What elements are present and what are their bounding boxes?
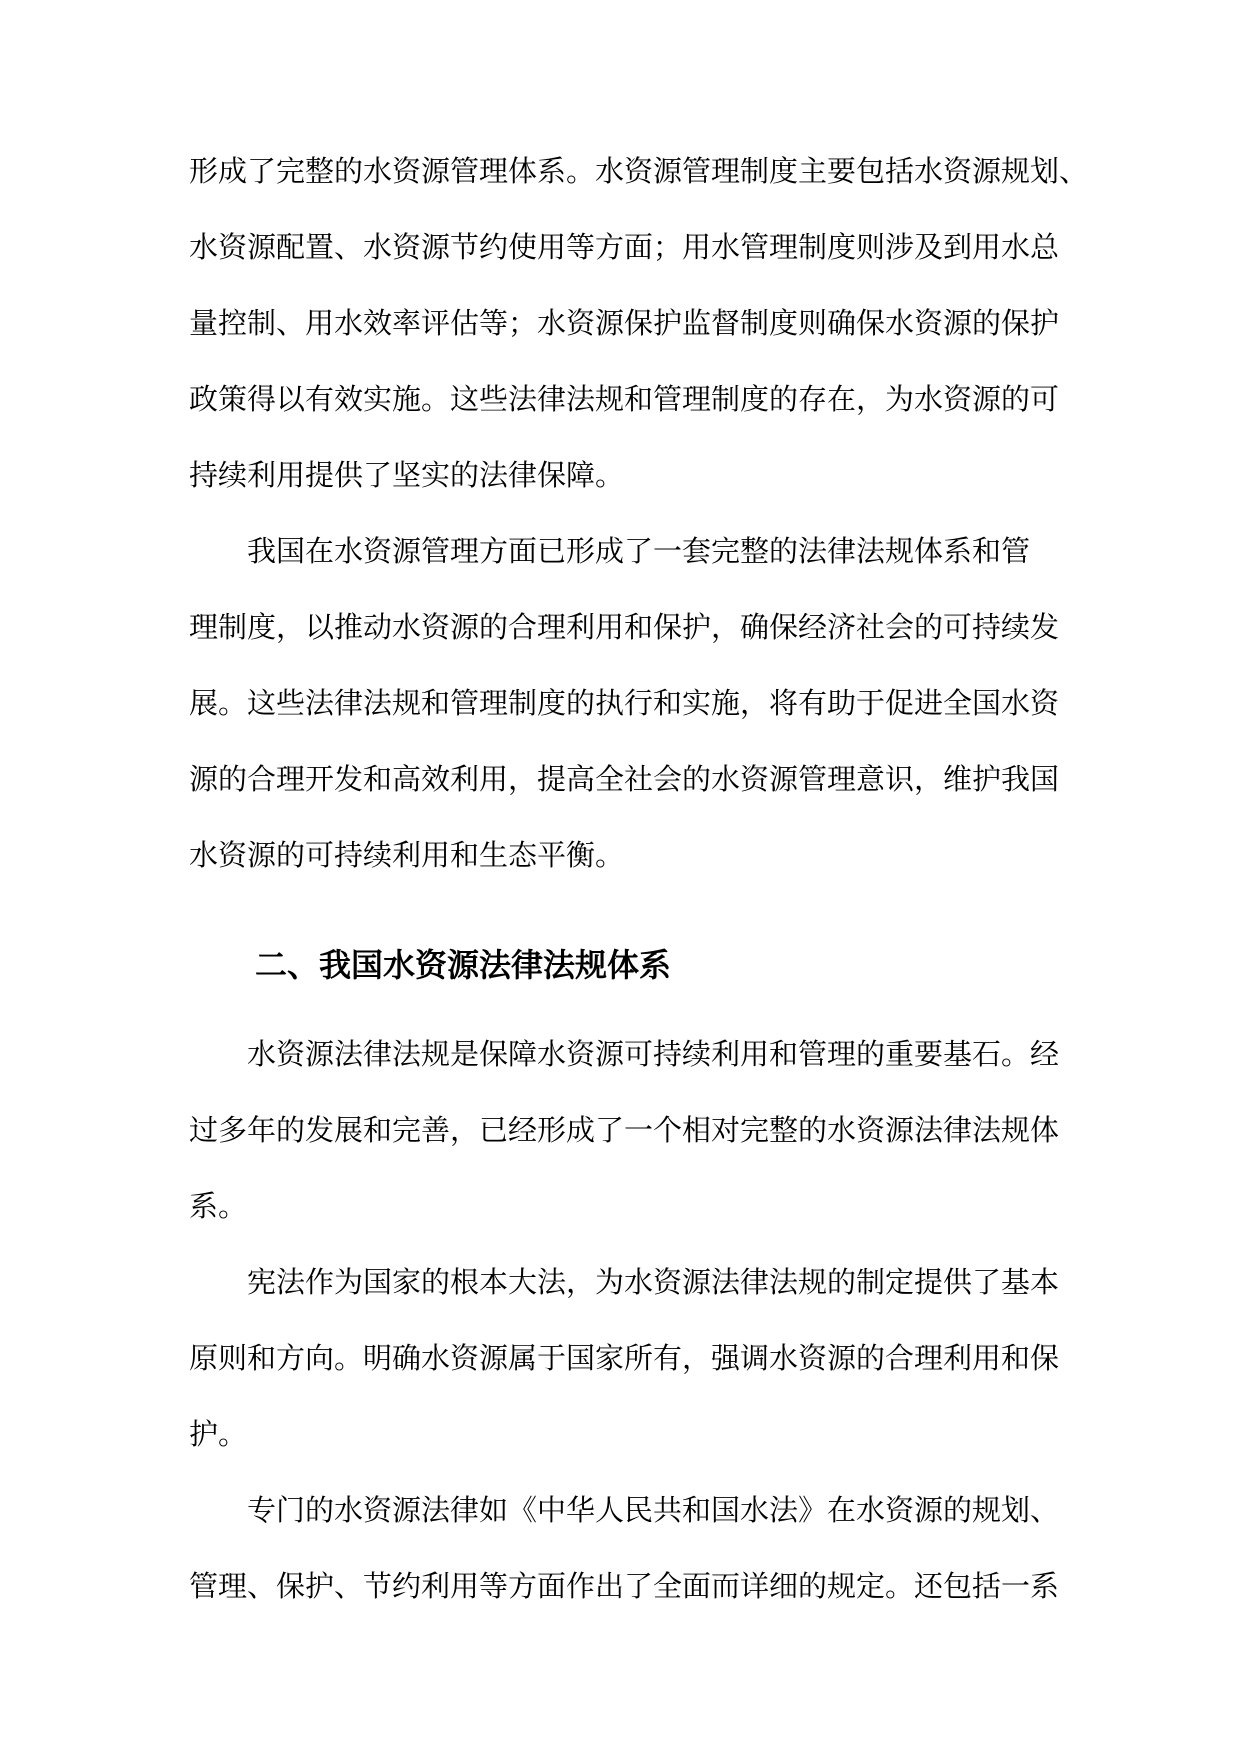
paragraph (189, 1016, 1119, 1244)
paragraph (189, 1244, 1119, 1472)
section-heading: 二、我国水资源法律法规体系 (255, 946, 672, 984)
paragraph-line: 我国在水资源管理方面已形成了一套完整的法律法规体系和管 (247, 534, 1031, 568)
paragraph-line: 量控制、用水效率评估等；水资源保护监督制度则确保水资源的保护 (189, 306, 1060, 340)
paragraph-line: 水资源配置、水资源节约使用等方面；用水管理制度则涉及到用水总 (189, 230, 1060, 264)
paragraph-line: 水资源的可持续利用和生态平衡。 (189, 838, 625, 872)
paragraph (189, 1472, 1119, 1624)
paragraph-line: 护。 (189, 1417, 248, 1451)
paragraph-line: 展。这些法律法规和管理制度的执行和实施，将有助于促进全国水资 (189, 686, 1060, 720)
paragraph-continued (189, 133, 1119, 513)
paragraph-line: 理制度，以推动水资源的合理利用和保护，确保经济社会的可持续发 (189, 610, 1060, 644)
page-body (189, 133, 1119, 1624)
paragraph-line: 宪法作为国家的根本大法，为水资源法律法规的制定提供了基本 (247, 1265, 1060, 1299)
paragraph-line: 管理、保护、节约利用等方面作出了全面而详细的规定。还包括一系 (189, 1569, 1060, 1603)
paragraph-line: 过多年的发展和完善，已经形成了一个相对完整的水资源法律法规体 (189, 1113, 1060, 1147)
paragraph-line: 形成了完整的水资源管理体系。水资源管理制度主要包括水资源规划、 (189, 154, 1089, 188)
paragraph-line: 系。 (189, 1189, 248, 1223)
paragraph-line: 源的合理开发和高效利用，提高全社会的水资源管理意识，维护我国 (189, 762, 1060, 796)
paragraph-line: 原则和方向。明确水资源属于国家所有，强调水资源的合理利用和保 (189, 1341, 1060, 1375)
paragraph-line: 政策得以有效实施。这些法律法规和管理制度的存在，为水资源的可 (189, 382, 1060, 416)
paragraph-line: 专门的水资源法律如《中华人民共和国水法》在水资源的规划、 (247, 1493, 1060, 1527)
paragraph (189, 513, 1119, 893)
paragraph-line: 持续利用提供了坚实的法律保障。 (189, 458, 625, 492)
paragraph-line: 水资源法律法规是保障水资源可持续利用和管理的重要基石。经 (247, 1037, 1060, 1071)
